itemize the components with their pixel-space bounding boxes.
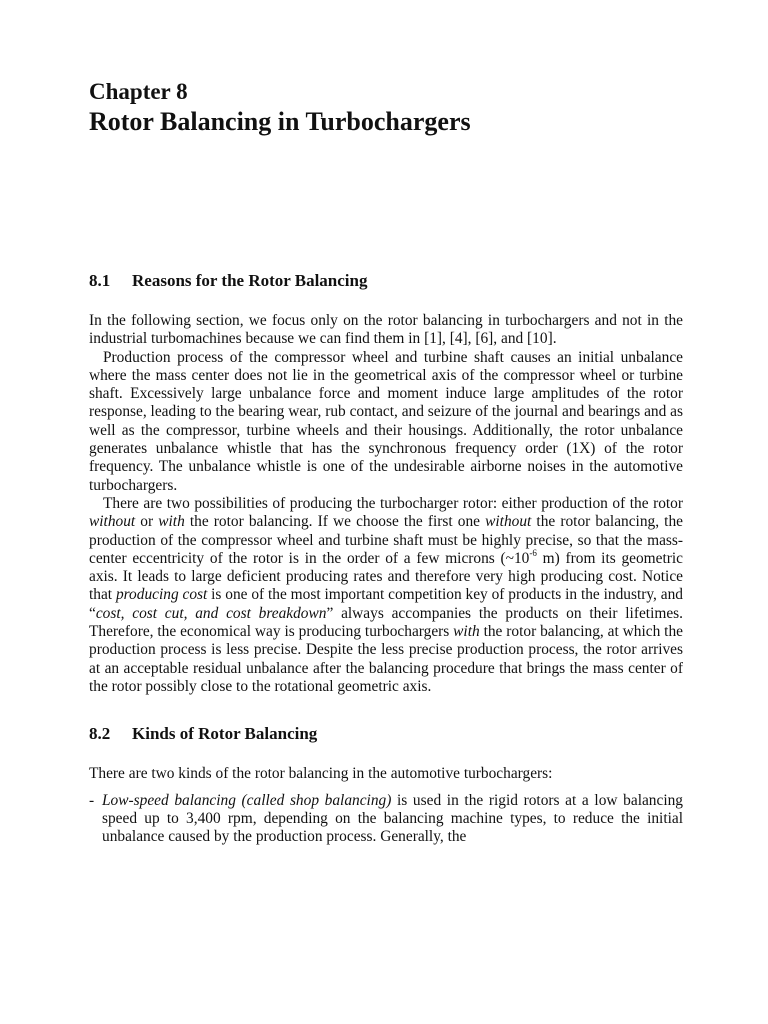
chapter-heading [89, 78, 683, 138]
chapter-label: Chapter 8 [89, 79, 188, 104]
paragraph-intro: In the following section, we focus only on the rotor balancing in turbochargers and not in the industrial turbomachines because we can find them in [1], [4], [6], and [10]. [89, 312, 683, 348]
section-number: 8.2 [89, 724, 111, 744]
section-title: Kinds of Rotor Balancing [132, 724, 318, 744]
paragraph-production-process: Production process of the compressor wheel and turbine shaft causes an initial unbalance where the mass center does not lie in the geometrical axis of the compressor wheel or turbine shaft. Excessively large unbalance force and moment induce large amplitudes of the rotor response, leading to the bearing wear, rub contact, and seizure of the journal and bearings and as well as the compressor, turbine wheels and their housings. Additionally, the rotor unbalance generates unbalance whistle that has the synchronous frequency order (1X) of the rotor frequency. The unbalance whistle is one of the undesirable airborne noises in the automotive turbochargers. [89, 348, 683, 494]
section-heading-8-1 [89, 271, 683, 291]
section-number: 8.1 [89, 271, 111, 290]
section-title: Reasons for the Rotor Balancing [132, 271, 368, 290]
chapter-title: Rotor Balancing in Turbochargers [89, 107, 471, 136]
balancing-kinds-list [89, 792, 683, 847]
paragraph-kinds-intro: There are two kinds of the rotor balancing in the automotive turbochargers: [89, 765, 553, 783]
list-dash: - [89, 791, 95, 809]
list-item: - Low-speed balancing (called shop balancing) is used in the rigid rotors at a low balancing speed up to 3,400 rpm, depending on the balancing machine types, to reduce the initial unbalance caused by the production process. Generally, the [89, 791, 683, 846]
paragraph-balancing-possibilities: There are two possibilities of producing the turbocharger rotor: either production of the rotor without or with the rotor balancing. If we choose the first one without the rotor balancing, the production of the compressor wheel and turbine shaft must be highly precise, so that the mass-center eccentricity of the rotor is in the order of a few microns ($\sim 10^{-6}$ m) from its geometric axis. It leads to large deficient producing rates and therefore very high producing cost. Notice that producing cost is one of the most important competition key of products in the industry, and “cost, cost cut, and cost breakdown” always accompanies the products on their lifetimes. Therefore, the economical way is producing turbochargers with the rotor balancing, at which the production process is less precise. Despite the less precise production process, the rotor arrives at an acceptable residual unbalance after the balancing procedure that brings the mass center of the rotor possibly close to the rotational geometric axis. [89, 494, 683, 695]
section-heading-8-2 [89, 724, 683, 744]
page-content [89, 78, 683, 846]
